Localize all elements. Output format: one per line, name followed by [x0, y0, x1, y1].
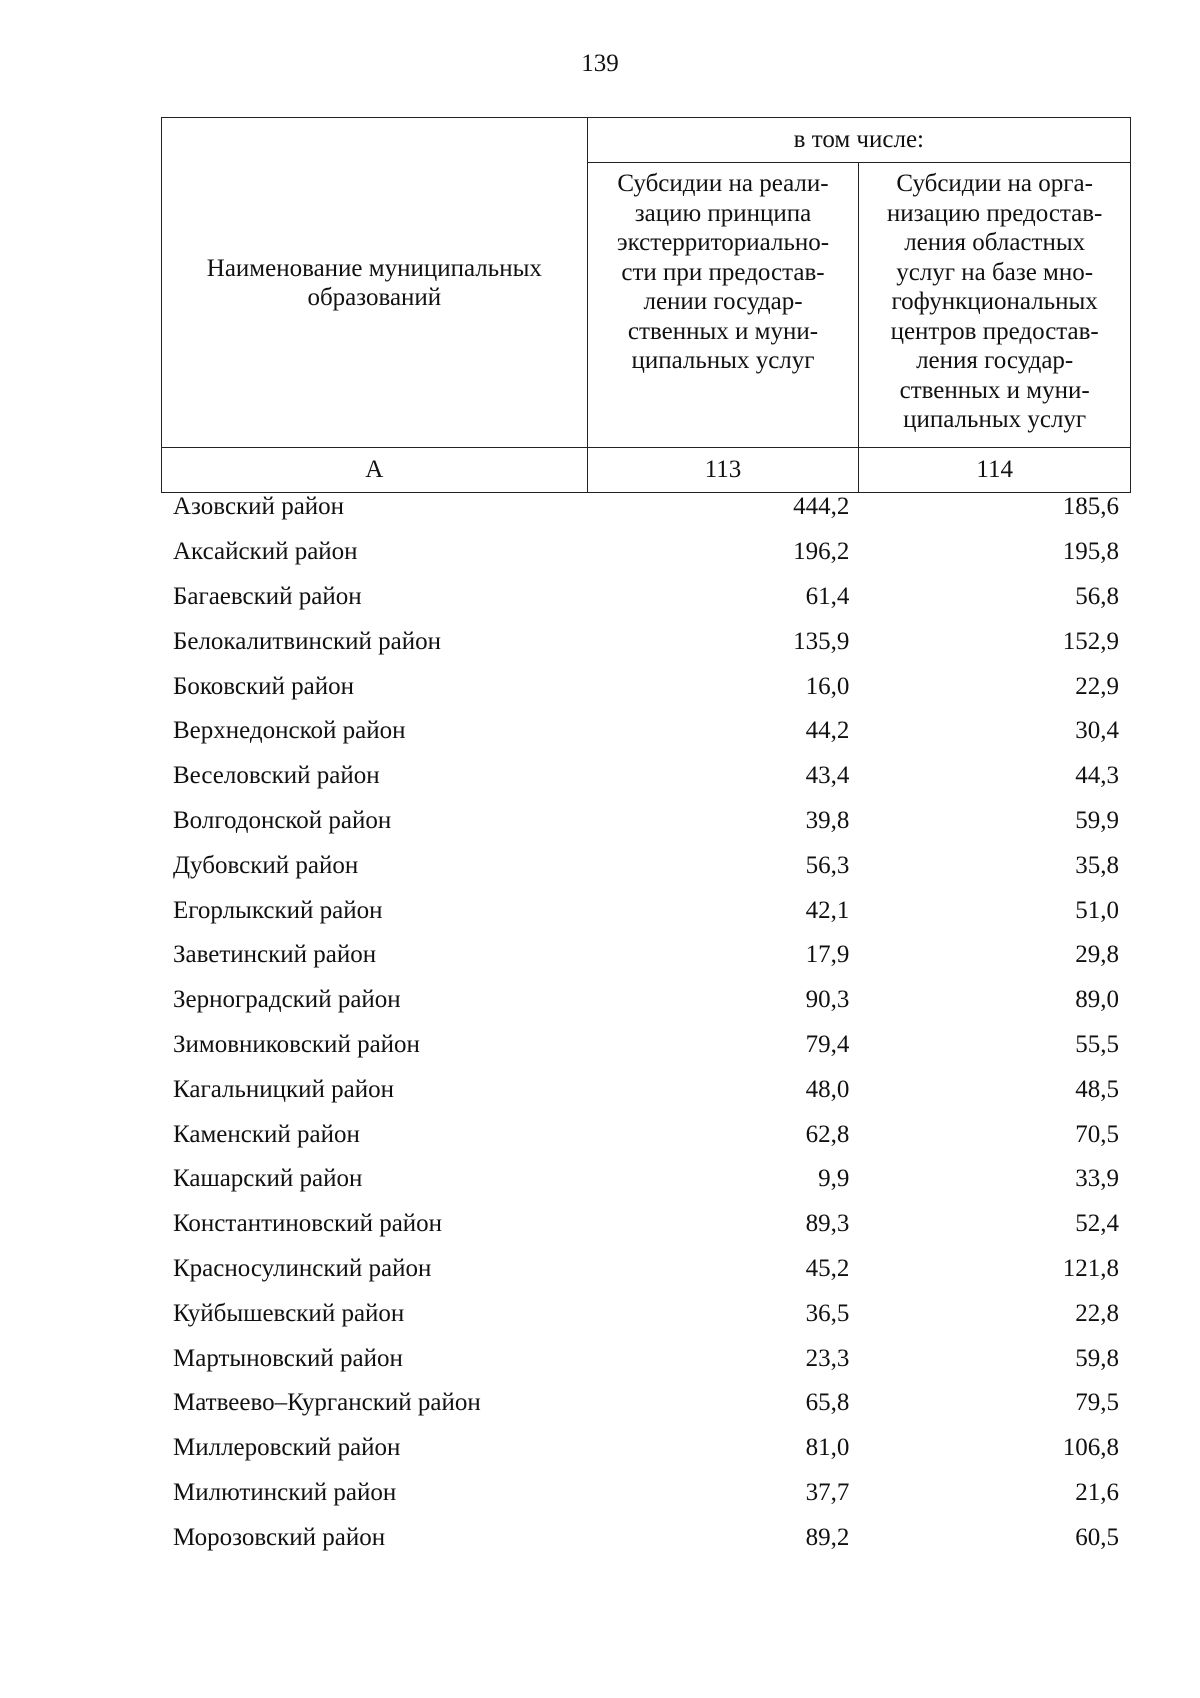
row-name: Матвеево–Курганский район: [173, 1389, 481, 1417]
row-value-114: 60,5: [1075, 1523, 1119, 1551]
header-num-114: 114: [859, 448, 1131, 493]
row-value-114: 106,8: [1062, 1434, 1119, 1462]
header-col-114-line: услуг на базе мно-: [896, 258, 1094, 286]
table-row: [161, 709, 1131, 754]
table-row: [161, 978, 1131, 1023]
row-value-113: 36,5: [805, 1299, 850, 1327]
table-row: [161, 843, 1131, 888]
header-col-114-line: ципальных услуг: [903, 406, 1087, 433]
row-value-114: 30,4: [1075, 717, 1119, 745]
row-value-114: 55,5: [1075, 1030, 1119, 1058]
table-row: [161, 530, 1131, 575]
data-table-body: [161, 485, 1131, 1560]
row-value-114: 59,8: [1075, 1344, 1119, 1372]
table-row: [161, 664, 1131, 709]
row-value-113: 89,2: [805, 1523, 850, 1551]
header-col-114-line: низацию предостав-: [886, 199, 1103, 227]
row-value-114: 21,6: [1075, 1478, 1119, 1506]
row-name: Аксайский район: [173, 538, 358, 566]
table-row: [161, 1471, 1131, 1516]
row-value-113: 89,3: [805, 1210, 850, 1238]
table-row: [161, 888, 1131, 933]
table-row: [161, 1202, 1131, 1247]
row-value-113: 16,0: [805, 672, 850, 700]
row-name: Милютинский район: [173, 1478, 397, 1506]
row-value-113: 17,9: [805, 941, 850, 969]
row-name: Белокалитвинский район: [173, 627, 441, 655]
table-row: [161, 1067, 1131, 1112]
row-value-113: 135,9: [793, 627, 850, 655]
header-col-114-line: ления областных: [904, 229, 1086, 256]
row-value-114: 152,9: [1062, 627, 1119, 655]
row-name: Кагальницкий район: [173, 1075, 395, 1103]
row-value-114: 51,0: [1075, 896, 1119, 924]
header-col-113: [587, 163, 859, 448]
row-name: Егорлыкский район: [173, 896, 383, 924]
table-row: [161, 799, 1131, 844]
header-col-113-line: ственных и муни-: [627, 317, 819, 345]
row-value-114: 33,9: [1075, 1165, 1119, 1193]
table-row: [161, 1515, 1131, 1560]
row-name: Заветинский район: [173, 941, 377, 969]
header-num-a: А: [162, 448, 588, 493]
data-table: [161, 485, 1131, 1560]
table-row: [161, 619, 1131, 664]
header-name-column: Наименование муниципальных образований: [162, 118, 588, 448]
table-row: [161, 485, 1131, 530]
row-value-113: 90,3: [805, 986, 850, 1014]
row-name: Морозовский район: [173, 1523, 386, 1551]
header-col-113-line: сти при предостав-: [621, 258, 825, 286]
header-col-114-line: Субсидии на орга-: [896, 170, 1093, 197]
table-row: [161, 1023, 1131, 1068]
row-value-113: 48,0: [805, 1075, 850, 1103]
header-col-114-line: центров предостав-: [890, 317, 1099, 345]
header-col-113-line: экстерриториально-: [616, 229, 830, 256]
row-name: Боковский район: [173, 672, 354, 700]
row-name: Багаевский район: [173, 582, 362, 610]
row-value-113: 44,2: [805, 717, 850, 745]
row-value-114: 89,0: [1075, 986, 1119, 1014]
row-name: Веселовский район: [173, 762, 380, 790]
row-value-113: 79,4: [805, 1030, 850, 1058]
table-row: [161, 1157, 1131, 1202]
row-value-113: 23,3: [805, 1344, 850, 1372]
row-name: Верхнедонской район: [173, 717, 406, 745]
row-name: Красносулинский район: [173, 1254, 432, 1282]
header-col-114-line: ления государ-: [916, 347, 1074, 374]
row-value-114: 56,8: [1075, 582, 1119, 610]
row-value-114: 52,4: [1075, 1210, 1119, 1238]
header-col-113-line: ципальных услуг: [631, 347, 815, 374]
row-value-114: 35,8: [1075, 851, 1119, 879]
header-col-114-line: ственных и муни-: [899, 376, 1090, 404]
row-value-113: 45,2: [805, 1254, 850, 1282]
page-number: 139: [581, 50, 619, 77]
table-row: [161, 1291, 1131, 1336]
row-value-114: 44,3: [1075, 762, 1119, 790]
table-row: [161, 1112, 1131, 1157]
row-value-113: 37,7: [805, 1478, 850, 1506]
header-col-113-line: Субсидии на реали-: [617, 170, 829, 197]
row-value-113: 61,4: [805, 582, 850, 610]
header-col-114: [859, 163, 1131, 448]
table-row: [161, 575, 1131, 620]
table-header: [161, 117, 1131, 493]
row-name: Зерноградский район: [173, 986, 401, 1014]
row-value-114: 121,8: [1062, 1254, 1119, 1282]
row-name: Куйбышевский район: [173, 1299, 405, 1327]
row-name: Миллеровский район: [173, 1434, 401, 1462]
row-name: Мартыновский район: [173, 1344, 403, 1372]
row-value-114: 79,5: [1075, 1389, 1119, 1417]
header-col-113-line: лении государ-: [643, 288, 803, 315]
row-value-113: 196,2: [793, 538, 850, 566]
row-name: Волгодонской район: [173, 806, 392, 834]
row-value-113: 81,0: [805, 1434, 850, 1462]
row-name: Каменский район: [173, 1120, 360, 1148]
table-row: [161, 1426, 1131, 1471]
row-value-114: 185,6: [1062, 493, 1119, 521]
table-row: [161, 1247, 1131, 1292]
header-num-113: 113: [587, 448, 859, 493]
row-name: Дубовский район: [173, 851, 359, 879]
row-value-113: 65,8: [805, 1389, 850, 1417]
row-value-113: 62,8: [805, 1120, 850, 1148]
row-value-113: 39,8: [805, 806, 850, 834]
row-name: Константиновский район: [173, 1210, 443, 1238]
header-group-label: в том числе:: [587, 118, 1130, 163]
row-value-113: 444,2: [793, 493, 850, 521]
row-value-114: 59,9: [1075, 806, 1119, 834]
row-value-114: 195,8: [1062, 538, 1119, 566]
header-col-113-line: зацию принципа: [634, 199, 812, 227]
header-col-114-line: гофункциональных: [891, 288, 1098, 315]
row-value-114: 29,8: [1075, 941, 1119, 969]
row-name: Азовский район: [173, 493, 345, 521]
row-value-114: 22,9: [1075, 672, 1119, 700]
table-row: [161, 754, 1131, 799]
table-row: [161, 1381, 1131, 1426]
row-value-114: 70,5: [1075, 1120, 1119, 1148]
row-value-114: 22,8: [1075, 1299, 1119, 1327]
row-name: Зимовниковский район: [173, 1030, 420, 1058]
row-name: Кашарский район: [173, 1165, 363, 1193]
row-value-114: 48,5: [1075, 1075, 1119, 1103]
row-value-113: 9,9: [818, 1165, 850, 1193]
row-value-113: 56,3: [805, 851, 850, 879]
table-row: [161, 933, 1131, 978]
row-value-113: 42,1: [805, 896, 850, 924]
row-value-113: 43,4: [805, 762, 850, 790]
table-row: [161, 1336, 1131, 1381]
